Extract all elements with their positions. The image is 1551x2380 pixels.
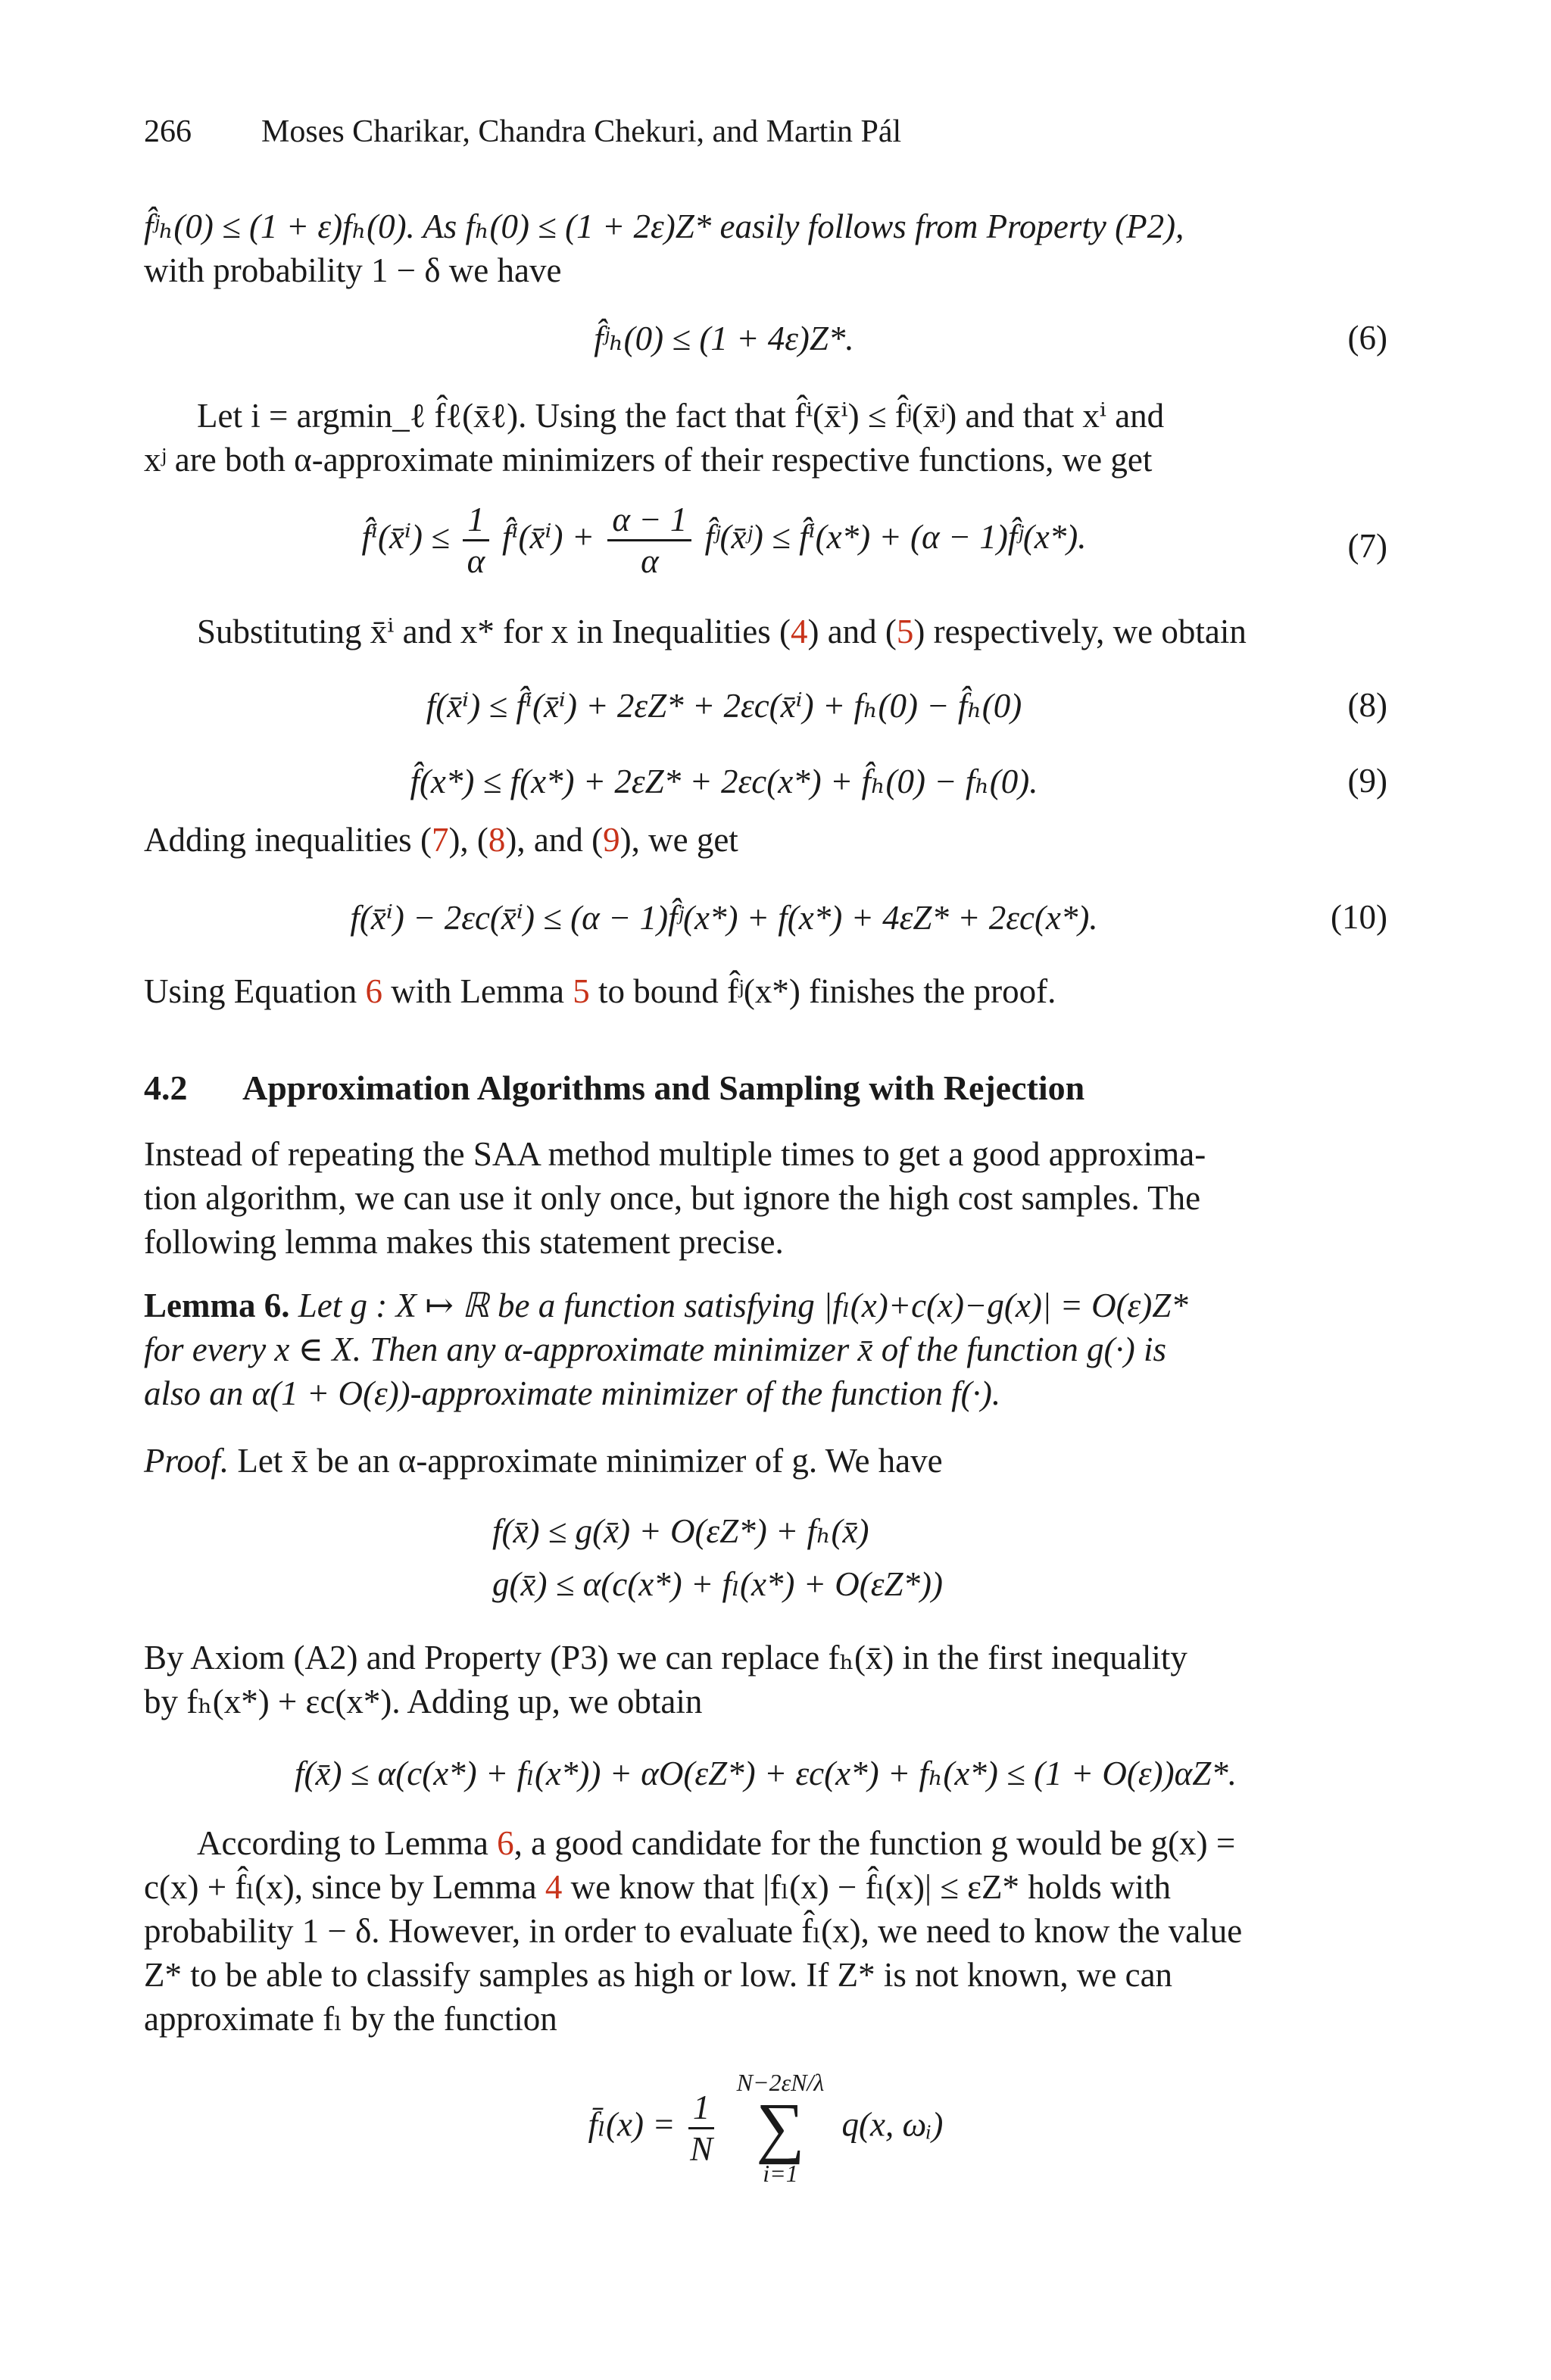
para8-line3: probability 1 − δ. However, in order to evaluate f̂ₗ(x), we need to know the value [144, 1912, 1243, 1950]
equation-8 [144, 685, 1387, 738]
para8-line1-end: , a good candidate for the function g would be g(x) = [513, 1824, 1236, 1862]
ref-inequality-9[interactable]: 9 [603, 821, 620, 859]
lemma-line1: Let g : X ↦ ℝ be a function satisfying |fₗ(x)+c(x)−g(x)| = O(ε)Z* [298, 1287, 1188, 1324]
proof-inequality-2-body: g(x̄) ≤ α(c(x*) + fₗ(x*) + O(εZ*)) [492, 1565, 943, 1603]
equation-7-lhs: f̂ⁱ(x̄ⁱ) ≤ [361, 517, 450, 556]
proof-label: Proof. [144, 1442, 229, 1480]
equation-6-body: f̂ʲₕ(0) ≤ (1 + 4ε)Z*. [594, 320, 854, 357]
para6-line2: tion algorithm, we can use it only once, but ignore the high cost samples. The [144, 1179, 1201, 1217]
para8-line2-start: c(x) + f̂ₗ(x), since by Lemma [144, 1868, 545, 1906]
equation-6-number: (6) [1347, 319, 1387, 357]
para7-line2: by fₕ(x*) + εc(x*). Adding up, we obtain [144, 1683, 703, 1720]
para8-line5: approximate fₗ by the function [144, 2000, 557, 2038]
equation-sum [144, 1753, 1387, 1806]
proof-inequality-1 [144, 1511, 1387, 1564]
lemma-6 [144, 1284, 1387, 1415]
equation-8-body: f(x̄ⁱ) ≤ f̂ⁱ(x̄ⁱ) + 2εZ* + 2εc(x̄ⁱ) + fₕ(0) − f̂ₕ(0) [426, 687, 1022, 725]
equation-fl-bar-lhs: f̄ₗ(x) = [588, 2105, 676, 2144]
paragraph-6 [144, 1132, 1387, 1264]
para1-line2: with probability 1 − δ we have [144, 251, 562, 289]
paragraph-8 [144, 1821, 1387, 2041]
paragraph-7 [144, 1636, 1387, 1723]
para3-text-end: ) respectively, we obtain [913, 613, 1247, 650]
para3-text: Substituting x̄ⁱ and x* for x in Inequalities ( [197, 613, 791, 650]
para2-line2: xʲ are both α-approximate minimizers of their respective functions, we get [144, 441, 1153, 479]
equation-6 [144, 318, 1387, 371]
para6-line3: following lemma makes this statement precise. [144, 1223, 784, 1261]
equation-fl-bar-rhs: q(x, ωᵢ) [841, 2105, 944, 2144]
summation-symbol: ∑ [756, 2090, 805, 2165]
equation-8-number: (8) [1347, 686, 1387, 724]
para4-sep-1: ), ( [448, 821, 488, 859]
ref-inequality-8[interactable]: 8 [488, 821, 506, 859]
equation-sum-body: f(x̄) ≤ α(c(x*) + fₗ(x*)) + αO(εZ*) + εc(x*) + fₕ(x*) ≤ (1 + O(ε))αZ*. [294, 1755, 1237, 1792]
para4-text-end: ), we get [619, 821, 738, 859]
para5-text: Using Equation [144, 972, 366, 1010]
equation-9-number: (9) [1347, 762, 1387, 800]
ref-inequality-5[interactable]: 5 [896, 613, 914, 650]
equation-7 [144, 500, 1387, 591]
running-head [144, 114, 901, 150]
para8-line4: Z* to be able to classify samples as high or low. If Z* is not known, we can [144, 1956, 1173, 1994]
para1-line1: f̂ʲₕ(0) ≤ (1 + ε)fₕ(0). As fₕ(0) ≤ (1 + 2ε)Z* easily follows from Property (P2), [144, 207, 1184, 245]
equation-7-body [144, 500, 1304, 581]
equation-9-body: f̂(x*) ≤ f(x*) + 2εZ* + 2εc(x*) + f̂ₕ(0) − fₕ(0). [410, 763, 1038, 800]
para8-line2-end: we know that |fₗ(x) − f̂ₗ(x)| ≤ εZ* holds with [562, 1868, 1172, 1906]
equation-7-mid: f̂ⁱ(x̄ⁱ) + [501, 517, 595, 556]
equation-fl-bar-body [144, 2067, 1387, 2188]
proof [144, 1439, 1387, 1483]
para3-text-mid: ) and ( [807, 613, 897, 650]
summation-upper: N−2εN/λ [736, 2069, 825, 2096]
lemma-label: Lemma 6. [144, 1287, 290, 1324]
section-heading [144, 1068, 1084, 1108]
equation-10 [144, 897, 1387, 950]
para4-text: Adding inequalities ( [144, 821, 432, 859]
para5-text-end: to bound f̂ʲ(x*) finishes the proof. [589, 972, 1056, 1010]
proof-inequality-1-body: f(x̄) ≤ g(x̄) + O(εZ*) + fₕ(x̄) [492, 1512, 869, 1550]
section-number: 4.2 [144, 1068, 188, 1107]
equation-fl-bar [144, 2067, 1387, 2211]
ref-lemma-5[interactable]: 5 [573, 972, 590, 1010]
equation-10-number: (10) [1331, 898, 1387, 936]
ref-lemma-6[interactable]: 6 [497, 1824, 514, 1862]
section-title: Approximation Algorithms and Sampling with Rejection [242, 1068, 1085, 1107]
ref-equation-6[interactable]: 6 [365, 972, 382, 1010]
authors: Moses Charikar, Chandra Chekuri, and Martin Pál [261, 114, 902, 149]
paragraph-3 [144, 610, 1387, 653]
para8-line1-start: According to Lemma [197, 1824, 498, 1862]
equation-7-number: (7) [1347, 527, 1387, 565]
para2-line1: Let i = argmin_ℓ f̂ℓ(x̄ℓ). Using the fact that f̂ⁱ(x̄ⁱ) ≤ f̂ʲ(x̄ʲ) and that xⁱ and [197, 397, 1165, 435]
para5-text-mid: with Lemma [382, 972, 573, 1010]
summation-lower: i=1 [763, 2160, 798, 2187]
equation-7-fraction-1: $\frac{1}{\alpha}$ [463, 500, 489, 581]
equation-fl-bar-fraction: $\frac{1}{N}$ [688, 2088, 715, 2169]
equation-7-rhs: f̂ʲ(x̄ʲ) ≤ f̂ⁱ(x*) + (α − 1)f̂ʲ(x*). [704, 517, 1087, 556]
ref-lemma-4[interactable]: 4 [545, 1868, 563, 1906]
proof-inequality-2 [144, 1564, 1387, 1617]
lemma-line2: for every x ∈ X. Then any α-approximate minimizer x̄ of the function g(·) is [144, 1330, 1166, 1368]
paragraph-5 [144, 969, 1387, 1013]
proof-text: Let x̄ be an α-approximate minimizer of g. We have [237, 1442, 943, 1480]
summation [737, 2067, 825, 2188]
para4-sep-2: ), and ( [505, 821, 604, 859]
equation-10-body: f(x̄ⁱ) − 2εc(x̄ⁱ) ≤ (α − 1)f̂ʲ(x*) + f(x*) + 4εZ* + 2εc(x*). [350, 899, 1098, 937]
equation-9 [144, 761, 1387, 814]
ref-inequality-4[interactable]: 4 [790, 613, 808, 650]
page-number: 266 [144, 114, 192, 149]
ref-inequality-7[interactable]: 7 [431, 821, 449, 859]
para7-line1: By Axiom (A2) and Property (P3) we can replace fₕ(x̄) in the first inequality [144, 1639, 1187, 1677]
equation-7-fraction-2: $\frac{\alpha - 1}{\alpha}$ [607, 500, 691, 581]
lemma-line3: also an α(1 + O(ε))-approximate minimizer of the function f(·). [144, 1374, 1001, 1412]
paragraph-1 [144, 204, 1387, 292]
para6-line1: Instead of repeating the SAA method multiple times to get a good approxima- [144, 1135, 1206, 1173]
paragraph-2 [144, 394, 1387, 482]
paragraph-4 [144, 818, 1387, 862]
